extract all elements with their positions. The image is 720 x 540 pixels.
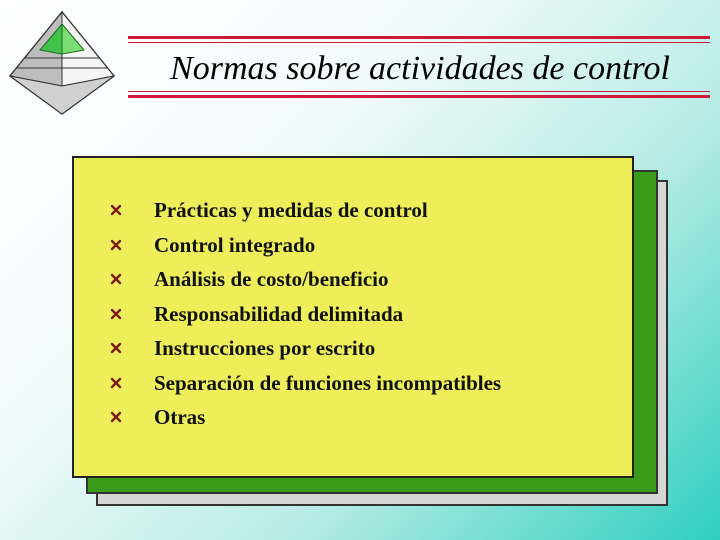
x-mark-bullet-icon: [110, 204, 122, 216]
title-rule-bottom-thin: [128, 91, 710, 92]
bullet-text: Control integrado: [154, 232, 316, 257]
bullet-text: Prácticas y medidas de control: [154, 198, 428, 222]
x-mark-bullet-icon: [110, 308, 122, 320]
bullet-text: Separación de funciones incompatibles: [154, 370, 502, 395]
bullet-card: [72, 156, 634, 478]
x-mark-bullet-icon: [110, 377, 122, 389]
x-mark-bullet-icon: [110, 239, 122, 251]
title-rule-top: [128, 36, 710, 39]
pyramid-logo-icon: [6, 10, 118, 116]
slide-title: Normas sobre actividades de control: [170, 50, 670, 87]
title-rule-bottom: [128, 95, 710, 98]
title-rule-top-thin: [128, 42, 710, 43]
x-mark-bullet-icon: [110, 411, 122, 423]
bullet-text: Análisis de costo/beneficio: [154, 267, 389, 291]
bullet-text: Otras: [154, 405, 206, 429]
bullet-text: Responsabilidad delimitada: [154, 301, 404, 326]
x-mark-bullet-icon: [110, 342, 122, 354]
bullet-text: Instrucciones por escrito: [154, 336, 376, 360]
x-mark-bullet-icon: [110, 273, 122, 285]
